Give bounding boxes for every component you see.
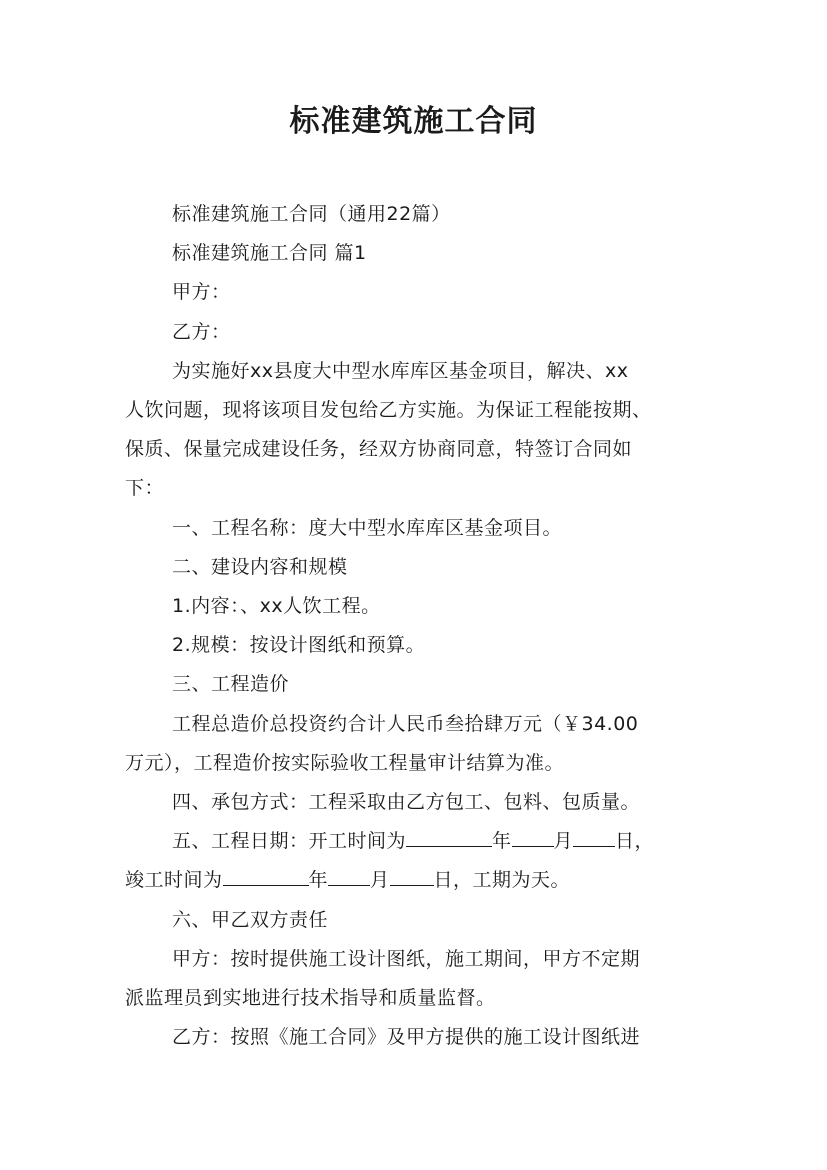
section-heading: 标准建筑施工合同 篇1 [172,242,367,265]
clause-line: 一、工程名称：度大中型水库库区基金项目。 [172,516,563,539]
paragraph-line: 为实施好xx县度大中型水库库区基金项目，解决、xx [172,359,629,382]
clause-line: 三、工程造价 [172,673,290,696]
paragraph-line: 下： [125,477,165,500]
document-title: 标准建筑施工合同 [289,104,538,139]
year-blank [223,869,309,886]
date-label: 五、工程日期：开工时间为 [172,830,407,853]
date-label: 竣工时间为 [125,869,223,892]
month-blank [328,869,370,886]
paragraph-line: 甲方：按时提供施工设计图纸，施工期间，甲方不定期 [172,947,641,970]
day-label: 日，工期为天。 [433,869,571,892]
clause-line: 二、建设内容和规模 [172,555,348,578]
party-b-line: 乙方： [172,320,231,343]
paragraph-line: 保质、保量完成建设任务，经双方协商同意，特签订合同如 [125,438,633,461]
day-label: 日， [615,830,655,853]
party-a-line: 甲方： [172,281,231,304]
paragraph-line: 乙方：按照《施工合同》及甲方提供的施工设计图纸进 [172,1026,641,1049]
day-blank [390,869,434,886]
subtitle-line: 标准建筑施工合同（通用22篇） [172,203,451,225]
paragraph-line: 万元），工程造价按实际验收工程量审计结算为准。 [125,751,565,774]
month-label: 月 [370,869,390,892]
clause-line: 四、承包方式：工程采取由乙方包工、包料、包质量。 [172,791,641,814]
paragraph-line: 工程总造价总投资约合计人民币叁拾肆万元（￥34.00 [172,712,639,735]
day-blank [573,830,615,847]
date-line [125,861,710,900]
clause-line: 2.规模：按设计图纸和预算。 [172,634,426,657]
clause-line: 1.内容：、xx人饮工程。 [172,595,381,618]
month-label: 月 [553,830,574,853]
clause-line: 六、甲乙双方责任 [172,908,329,931]
paragraph-line: 人饮问题，现将该项目发包给乙方实施。为保证工程能按期、 [125,399,652,422]
document-body [125,195,710,1057]
date-line [125,822,710,861]
month-blank [512,830,554,847]
year-blank [406,830,492,847]
paragraph-line: 派监理员到实地进行技术指导和质量监督。 [125,987,496,1010]
year-label: 年 [492,830,512,853]
year-label: 年 [308,869,329,892]
